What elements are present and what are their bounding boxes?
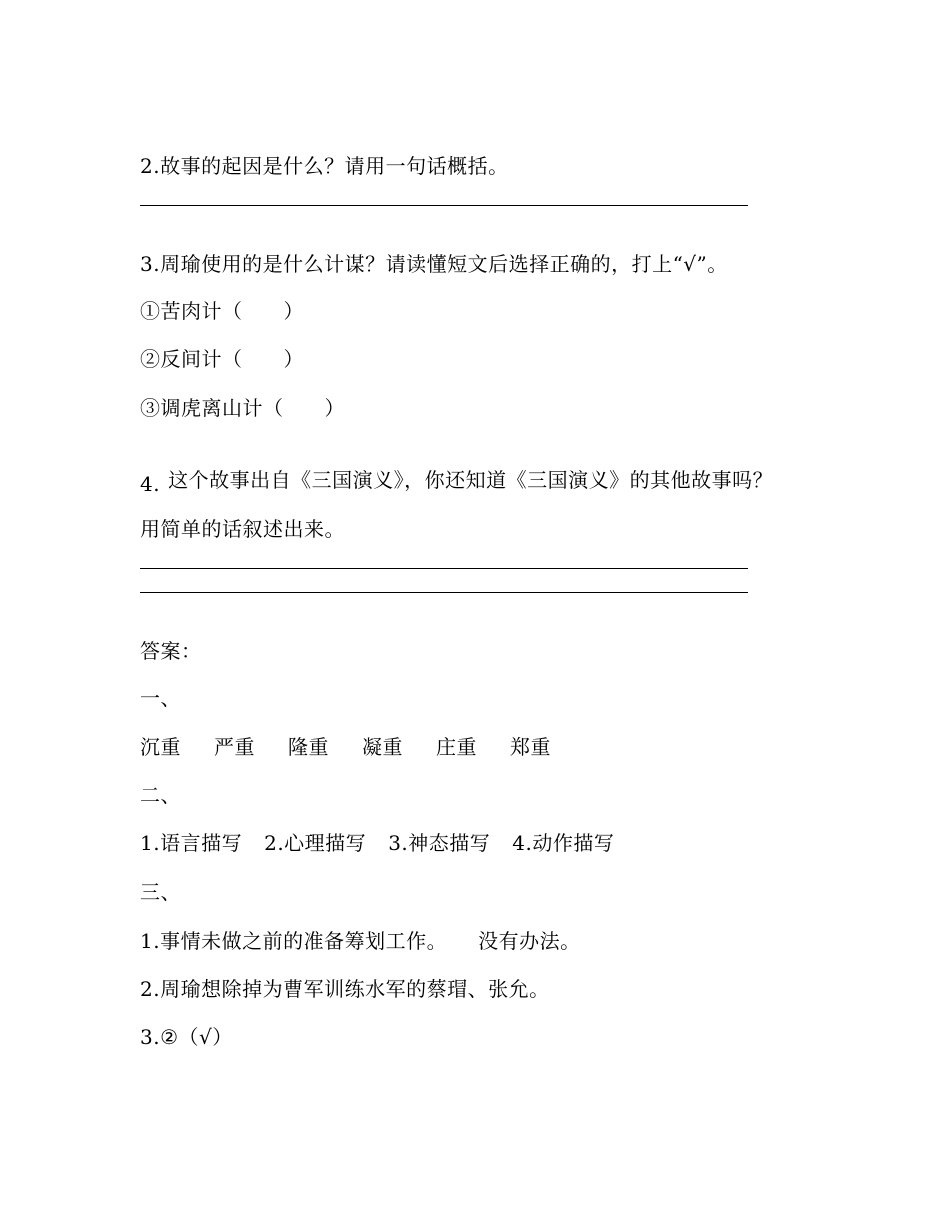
question-3: 3.周瑜使用的是什么计谋？请读懂短文后选择正确的，打上“√”。 [140, 252, 728, 276]
q3-option-1: ①苦肉计（ ） [140, 299, 304, 323]
answer-word: 庄重 [436, 735, 477, 759]
answer-word: 郑重 [510, 735, 551, 759]
answers-section-1-label: 一、 [140, 686, 181, 710]
question-4-line-1 [140, 467, 774, 496]
answer-item: 2.心理描写 [264, 831, 367, 855]
answers-section-2-items [140, 830, 636, 856]
answer-word: 凝重 [362, 735, 403, 759]
answer-item: 1.语言描写 [140, 831, 243, 855]
answer-word: 严重 [214, 735, 255, 759]
answer-line-q2 [140, 205, 748, 206]
answers-section-3-label: 三、 [140, 880, 181, 904]
answers-section-3-item-2: 2.周瑜想除掉为曹军训练水军的蔡瑁、张允。 [140, 977, 550, 1001]
question-4-number: 4. [140, 472, 161, 496]
question-4-text: 这个故事出自《三国演义》，你还知道《三国演义》的其他故事吗？ [168, 468, 774, 492]
answers-section-3-item-1: 1.事情未做之前的准备筹划工作。 没有办法。 [140, 929, 581, 953]
answer-line-q4-1 [140, 568, 748, 569]
q3-option-2: ②反间计（ ） [140, 347, 304, 371]
question-2: 2.故事的起因是什么？请用一句话概括。 [140, 154, 509, 178]
answer-item: 4.动作描写 [512, 831, 615, 855]
answer-word: 沉重 [140, 735, 181, 759]
answers-section-3-item-3: 3.②（√） [140, 1025, 233, 1049]
question-4-line-2: 用简单的话叙述出来。 [140, 517, 345, 541]
answers-section-1-words [140, 734, 584, 760]
answer-word: 隆重 [288, 735, 329, 759]
answers-section-2-label: 二、 [140, 783, 181, 807]
answer-item: 3.神态描写 [388, 831, 491, 855]
q3-option-3: ③调虎离山计（ ） [140, 396, 345, 420]
answer-line-q4-2 [140, 592, 748, 593]
answers-heading: 答案： [140, 639, 202, 663]
